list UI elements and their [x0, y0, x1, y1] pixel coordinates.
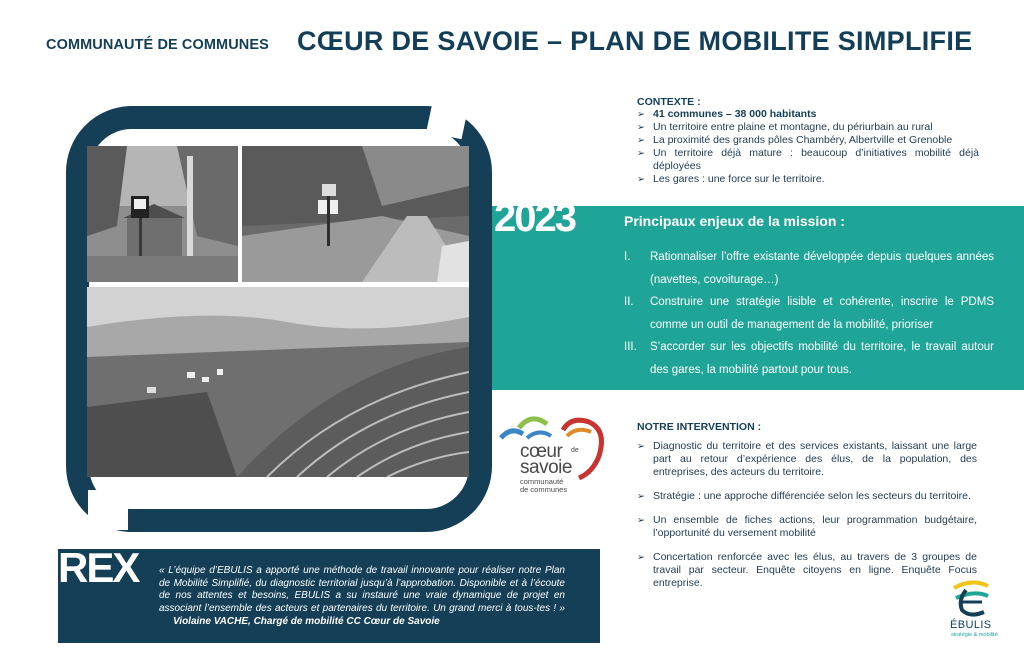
- rex-label: REX: [58, 544, 139, 591]
- intervention-title: NOTRE INTERVENTION :: [637, 421, 762, 433]
- photo-forest-road: [242, 146, 469, 282]
- intervention-item: ➢ Un ensemble de fiches actions, leur programmation budgétaire, l’opportunité du versement mobilité: [637, 514, 977, 540]
- mission-year: 2023: [494, 196, 575, 240]
- logo-text-communaute: communauté de communes: [520, 477, 568, 494]
- ebulis-tagline: stratégie & mobilité: [951, 632, 998, 638]
- header-subtitle: COMMUNAUTÉ DE COMMUNES: [46, 37, 269, 53]
- intervention-item: ➢ Concertation renforcée avec les élus, au travers de 3 groupes de travail par secteur. Enquête citoyens en ligne. Enquête Focus entreprise.: [637, 551, 977, 590]
- context-item: ➢ Les gares : une force sur le territoire.: [637, 173, 979, 186]
- logo-text-coeur: cœur: [520, 441, 563, 462]
- rex-quote: [159, 565, 565, 629]
- context-title: CONTEXTE :: [637, 96, 701, 108]
- logo-text-savoie: savoie: [520, 457, 572, 478]
- frame-gap-bottom-left: [88, 490, 128, 530]
- intervention-item: ➢ Stratégie : une approche différenciée selon les secteurs du territoire.: [637, 490, 977, 503]
- mission-item: III. S’accorder sur les objectifs mobilité du territoire, le travail autour des gares, la mobilité partout pour tous.: [624, 341, 994, 376]
- mission-title: Principaux enjeux de la mission :: [624, 213, 845, 229]
- photo-vineyard-landscape: [87, 287, 469, 477]
- context-item: ➢ Un territoire déjà mature : beaucoup d’initiatives mobilité déjà déployées: [637, 147, 979, 173]
- intervention-item: ➢ Diagnostic du territoire et des services existants, laissant une large part au retour d’expérience des élus, de la population, des entreprises, des acteurs du territoire.: [637, 440, 977, 479]
- intervention-list: [637, 440, 977, 601]
- context-item: ➢ Un territoire entre plaine et montagne, du périurbain au rural: [637, 121, 979, 134]
- photo-road-sign: [87, 146, 238, 282]
- quote-text: « L’équipe d’EBULIS a apporté une méthode de travail innovante pour réaliser notre Plan de Mobilité Simplifié, du diagnostic territorial jusqu’à l’approbation. Disponible et à l’écoute de nos attentes et besoins, EBULIS a su instauré une vraie dynamique de projet en associant l’ensemble des acteurs et partenaires du territoire. Un grand merci à tous-tes ! »: [159, 565, 565, 615]
- context-list: [637, 108, 979, 186]
- mission-item: II. Construire une stratégie lisible et cohérente, inscrire le PDMS comme un outil de management de la mobilité, prioriser: [624, 296, 994, 331]
- quote-signature: Violaine VACHE, Chargé de mobilité CC Cœur de Savoie: [173, 615, 440, 627]
- logo-text-de: de: [571, 447, 579, 454]
- ebulis-name: ÉBULIS: [950, 619, 992, 631]
- context-item: ➢ La proximité des grands pôles Chambéry, Albertville et Grenoble: [637, 134, 979, 147]
- page-title: CŒUR DE SAVOIE – PLAN DE MOBILITE SIMPLIFIE: [297, 26, 973, 56]
- mission-list: [624, 246, 994, 381]
- context-item: ➢ 41 communes – 38 000 habitants: [637, 108, 979, 121]
- ebulis-logo-mark: [948, 580, 998, 618]
- mission-item: I. Rationnaliser l’offre existante développée depuis quelques années (navettes, covoiturage…): [624, 251, 994, 286]
